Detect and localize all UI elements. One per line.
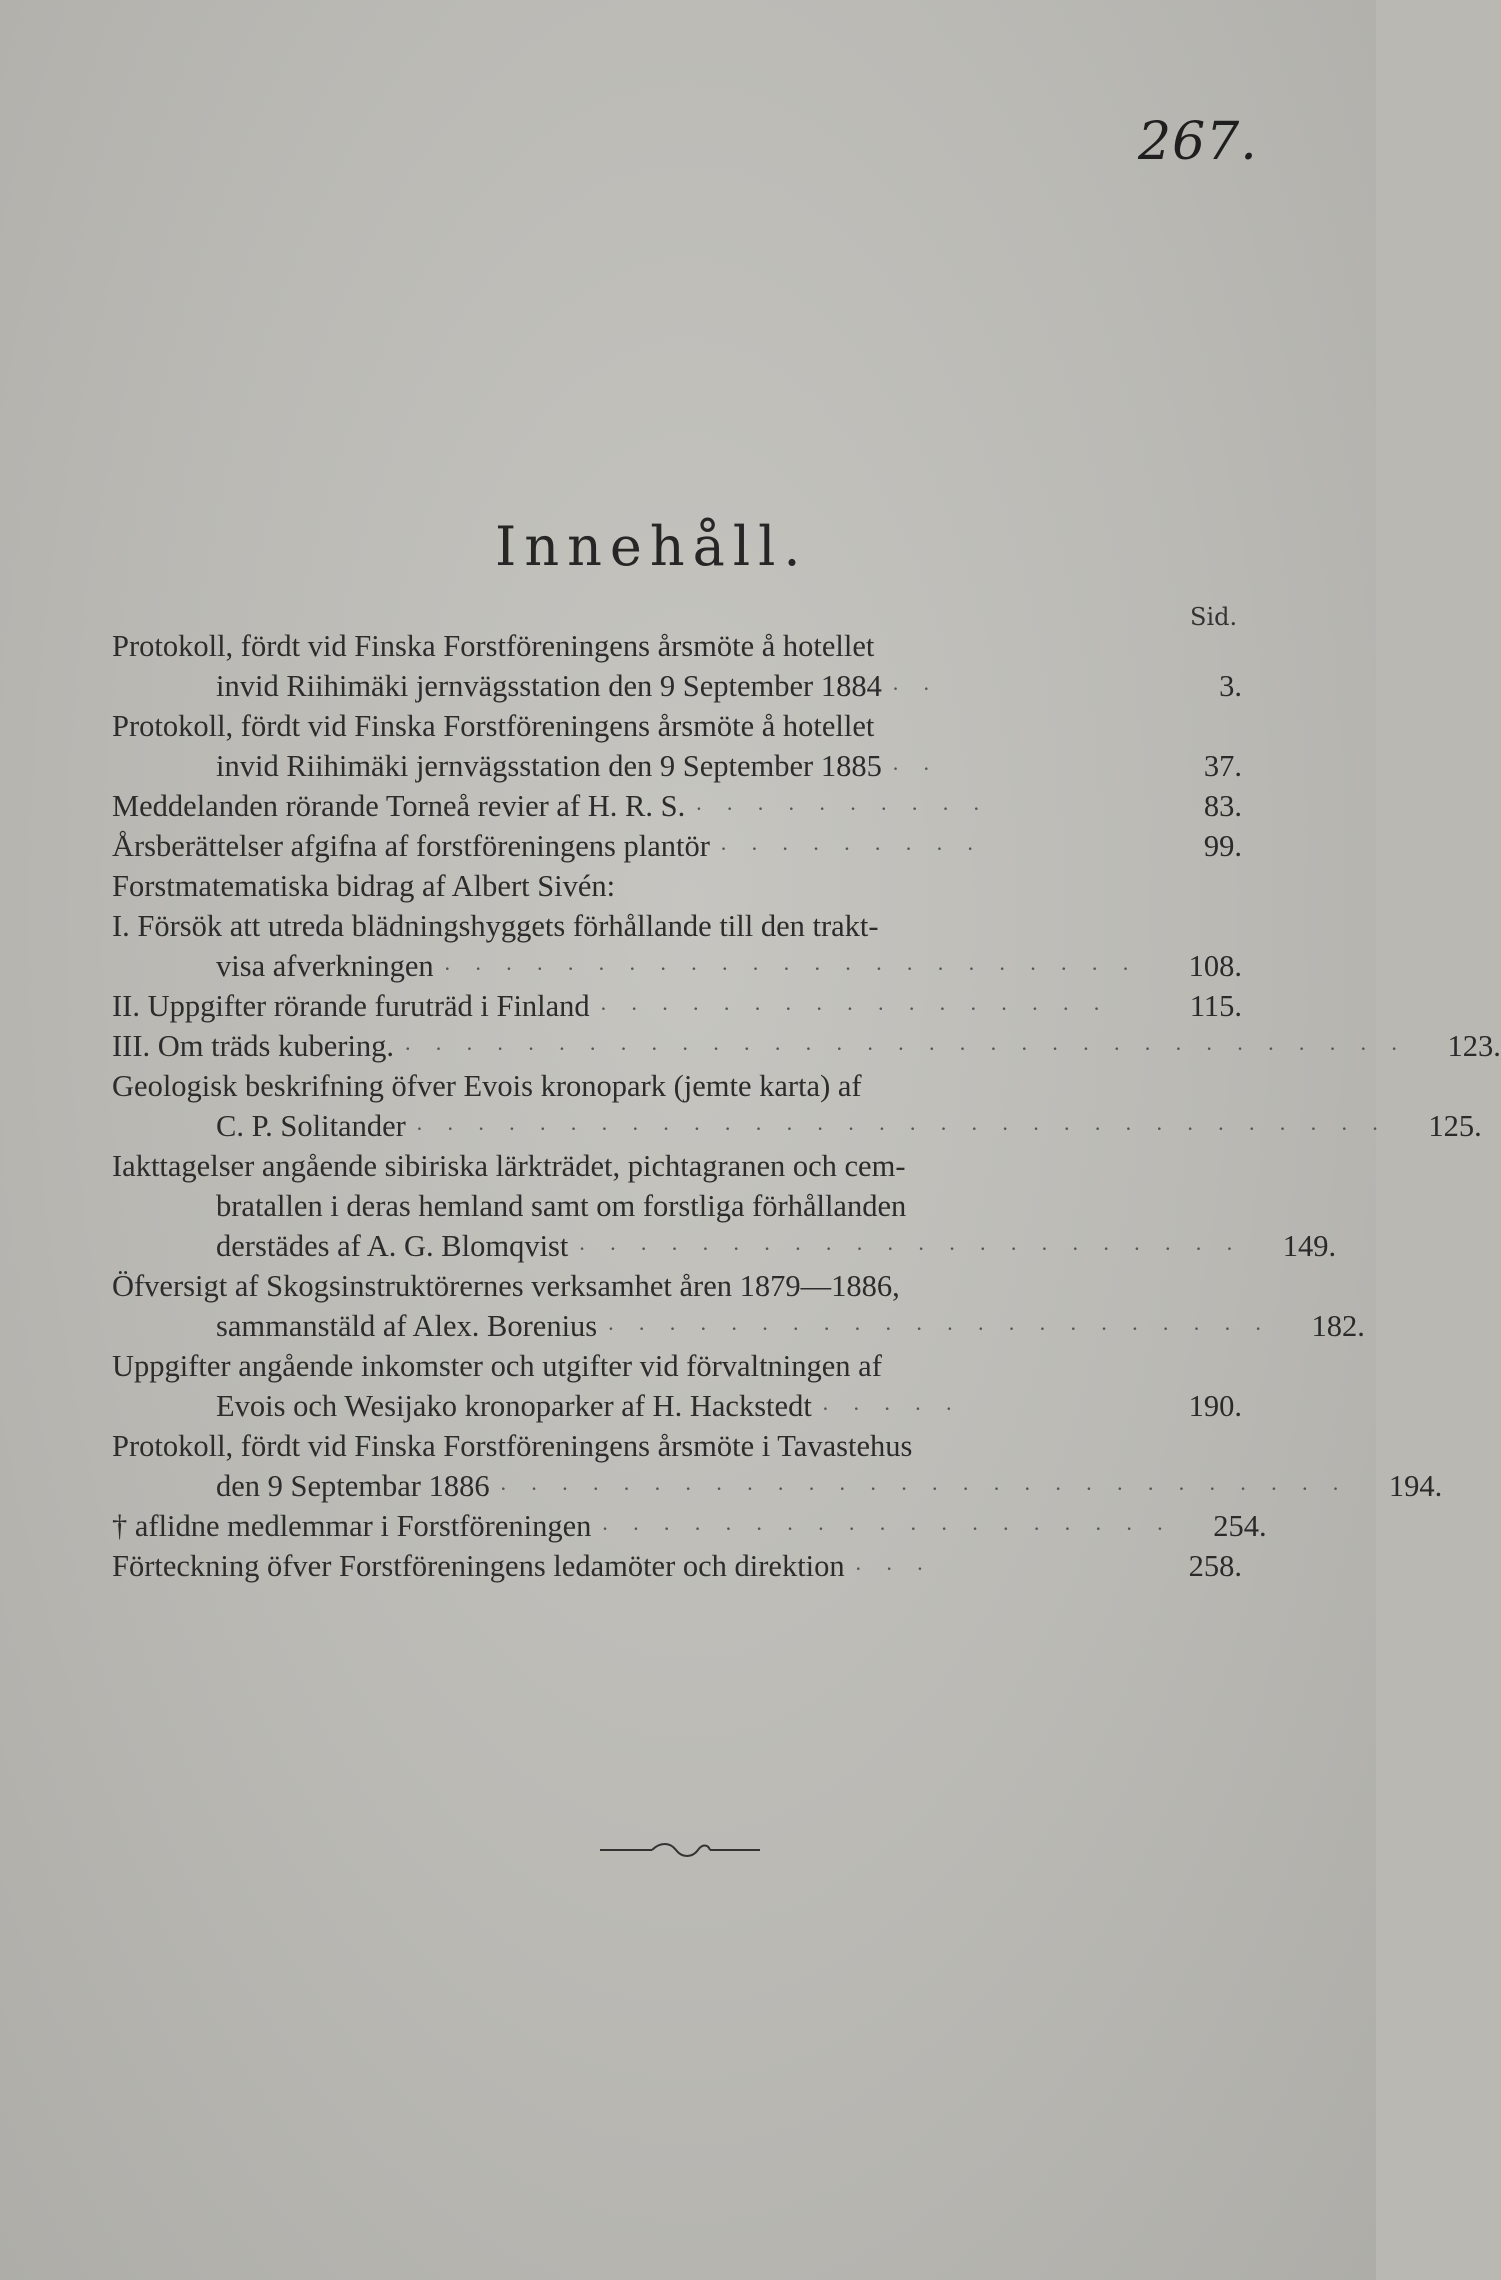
toc-line: Öfversigt af Skogsinstruktörernes verksamhet åren 1879—1886,: [112, 1269, 900, 1303]
toc-page-number: 108.: [1188, 949, 1242, 983]
page-column-header: Sid.: [1190, 603, 1238, 631]
toc-line: derstädes af A. G. Blomqvist · · · · · · · · · · · · · · · · · · · · · · 149.: [112, 1226, 1242, 1266]
toc-page-number: 254.: [1213, 1509, 1267, 1543]
toc-line: Protokoll, fördt vid Finska Forstföreningens årsmöte å hotellet: [112, 709, 875, 743]
toc-page-number: 83.: [1203, 789, 1242, 823]
toc-line: Evois och Wesijako kronoparker af H. Hackstedt · · · · · 190.: [112, 1386, 1242, 1426]
toc-line: sammanstäld af Alex. Borenius · · · · · · · · · · · · · · · · · · · · · · 182.: [112, 1306, 1242, 1346]
toc-page-number: 99.: [1203, 829, 1242, 863]
toc-page-number: 37.: [1203, 749, 1242, 783]
toc-page-number: 125.: [1428, 1109, 1482, 1143]
toc-line: I. Försök att utreda blädningshyggets förhållande till den trakt-: [112, 909, 879, 943]
toc-page-number: 258.: [1188, 1549, 1242, 1583]
toc-line: C. P. Solitander · · · · · · · · · · · · · · · · · · · · · · · · · · · · · · · · 125.: [112, 1106, 1242, 1146]
toc-page-number: 123.: [1447, 1029, 1501, 1063]
toc-line: III. Om träds kubering. · · · · · · · · · · · · · · · · · · · · · · · · · · · · · · · · · 123.: [112, 1026, 1242, 1066]
toc-line: Iakttagelser angående sibiriska lärkträdet, pichtagranen och cem-: [112, 1149, 906, 1183]
toc-line: Förteckning öfver Forstföreningens ledamöter och direktion · · · 258.: [112, 1546, 1242, 1586]
table-of-contents: [112, 626, 1501, 1586]
ornament-divider: [600, 1838, 760, 1862]
toc-page-number: 115.: [1189, 989, 1242, 1023]
toc-line: Uppgifter angående inkomster och utgifter vid förvaltningen af: [112, 1349, 882, 1383]
page-title: Innehåll.: [495, 515, 809, 578]
toc-page-number: 194.: [1388, 1469, 1443, 1503]
page-number: 267.: [1138, 112, 1258, 172]
toc-line: bratallen i deras hemland samt om forstliga förhållanden: [216, 1189, 907, 1223]
toc-line: Geologisk beskrifning öfver Evois kronopark (jemte karta) af: [112, 1069, 862, 1103]
toc-line: Protokoll, fördt vid Finska Forstföreningens årsmöte å hotellet: [112, 629, 875, 663]
toc-page-number: 3.: [1219, 669, 1242, 703]
toc-line: Protokoll, fördt vid Finska Forstföreningens årsmöte i Tavastehus: [112, 1429, 913, 1463]
toc-line: Meddelanden rörande Torneå revier af H. R. S. · · · · · · · · · · 83.: [112, 786, 1242, 826]
toc-line: invid Riihimäki jernvägsstation den 9 September 1884 · · 3.: [112, 666, 1242, 706]
toc-line: Forstmatematiska bidrag af Albert Sivén:: [112, 869, 616, 903]
toc-line: visa afverkningen · · · · · · · · · · · · · · · · · · · · · · · 108.: [112, 946, 1242, 986]
toc-line: † aflidne medlemmar i Forstföreningen · · · · · · · · · · · · · · · · · · · 254.: [112, 1506, 1242, 1546]
toc-line: den 9 Septembar 1886 · · · · · · · · · · · · · · · · · · · · · · · · · · · · 194.: [112, 1466, 1242, 1506]
toc-line: invid Riihimäki jernvägsstation den 9 September 1885 · · 37.: [112, 746, 1242, 786]
toc-line: Årsberättelser afgifna af forstföreningens plantör · · · · · · · · · 99.: [112, 826, 1242, 866]
toc-line: II. Uppgifter rörande furuträd i Finland · · · · · · · · · · · · · · · · · 115.: [112, 986, 1242, 1026]
toc-page-number: 190.: [1188, 1389, 1242, 1423]
toc-page-number: 149.: [1282, 1229, 1337, 1263]
toc-page-number: 182.: [1311, 1309, 1365, 1343]
